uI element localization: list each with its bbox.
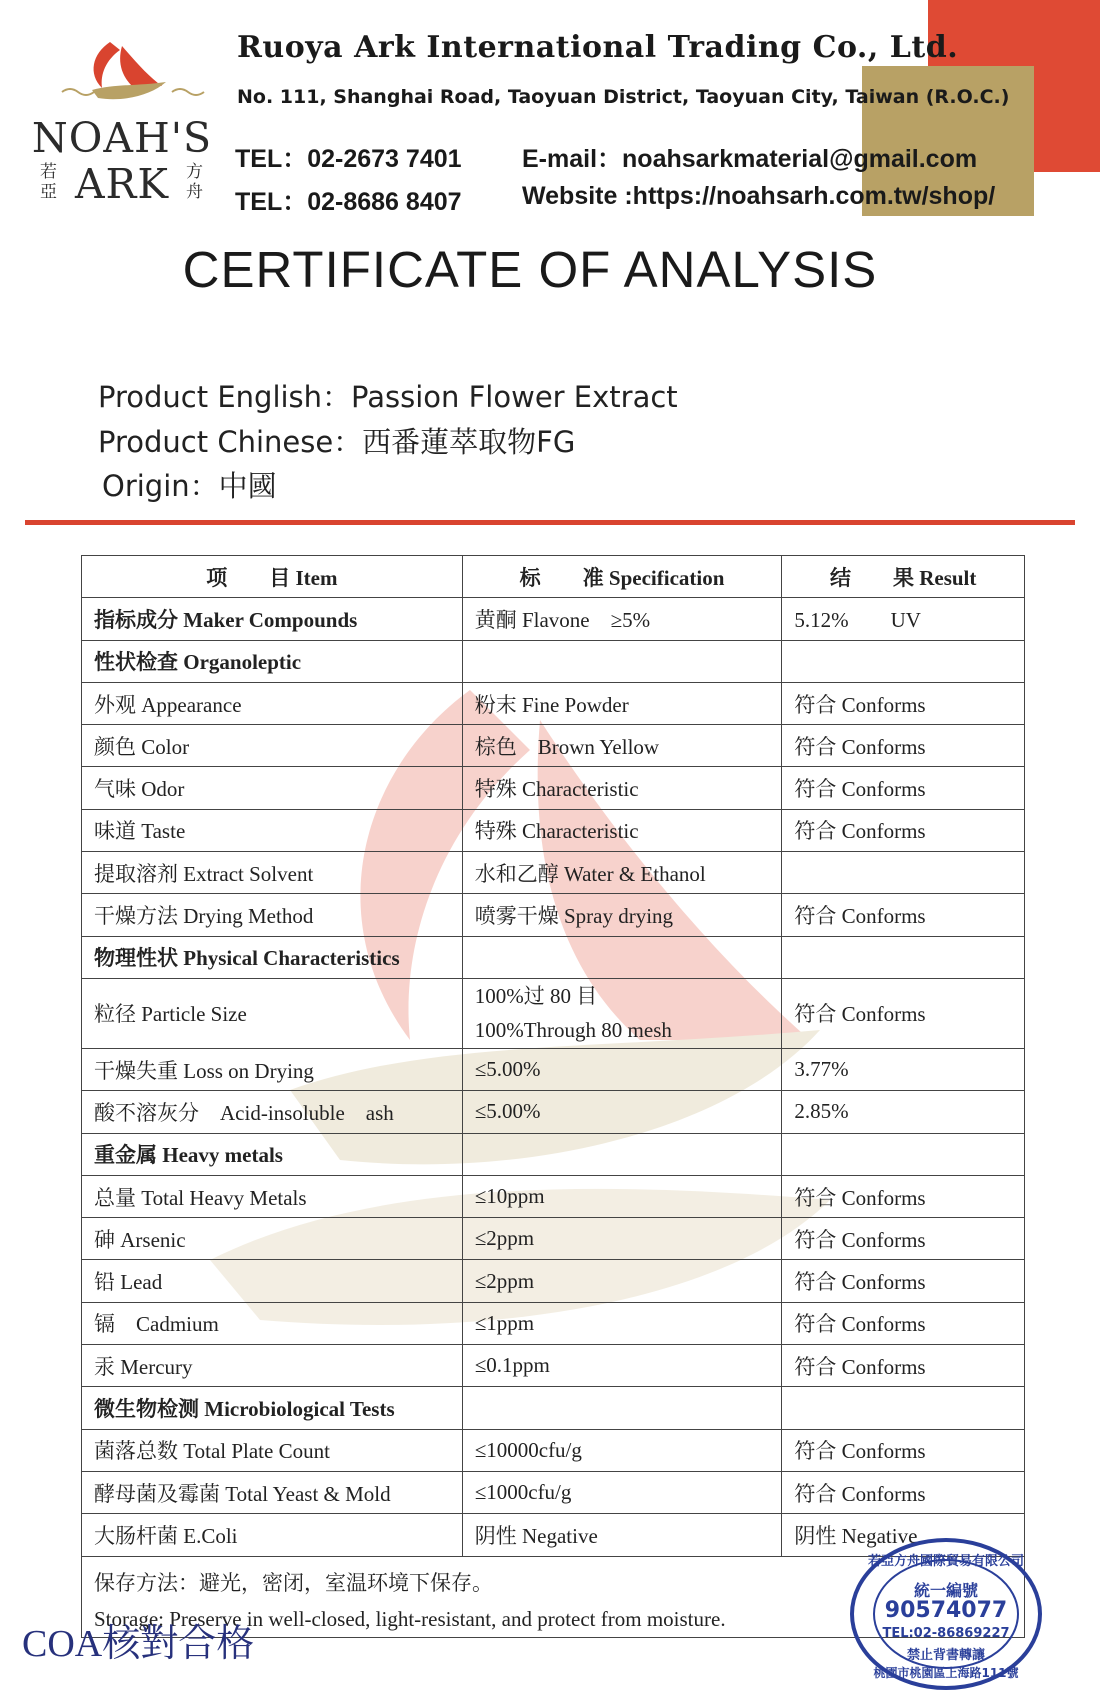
row-result: 符合 Conforms bbox=[782, 978, 1025, 1048]
seal-tel: TEL:02-86869227 bbox=[882, 1626, 1010, 1641]
row-spec: ≤1ppm bbox=[462, 1302, 782, 1344]
row-spec: ≤5.00% bbox=[462, 1091, 782, 1133]
row-result: 符合 Conforms bbox=[782, 1471, 1025, 1513]
row-result: 符合 Conforms bbox=[782, 1175, 1025, 1217]
table-row bbox=[82, 1175, 1025, 1217]
product-english: Product English：Passion Flower Extract bbox=[98, 380, 678, 414]
table-row bbox=[82, 1260, 1025, 1302]
seal-number: 90574077 bbox=[884, 1598, 1008, 1623]
row-spec: 喷雾干燥 Spray drying bbox=[462, 894, 782, 936]
table-section-row bbox=[82, 1133, 1025, 1175]
row-spec: 黄酮 Flavone ≥5% bbox=[462, 598, 782, 640]
row-result: 符合 Conforms bbox=[782, 894, 1025, 936]
table-row bbox=[82, 767, 1025, 809]
logo-brand: NOAH'S bbox=[31, 114, 213, 162]
row-spec: ≤10000cfu/g bbox=[462, 1429, 782, 1471]
table-section-row bbox=[82, 936, 1025, 978]
ship-sail-icon bbox=[22, 30, 222, 110]
row-item: 铅 Lead bbox=[82, 1260, 463, 1302]
row-item: 外观 Appearance bbox=[82, 682, 463, 724]
row-item: 砷 Arsenic bbox=[82, 1218, 463, 1260]
row-item: 性状检查 Organoleptic bbox=[82, 640, 463, 682]
row-item: 气味 Odor bbox=[82, 767, 463, 809]
row-item: 干燥方法 Drying Method bbox=[82, 894, 463, 936]
table-row bbox=[82, 1048, 1025, 1090]
website-link[interactable]: Website :https://noahsarh.com.tw/shop/ bbox=[522, 182, 996, 210]
table-row bbox=[82, 682, 1025, 724]
table-row bbox=[82, 978, 1025, 1048]
table-row bbox=[82, 1471, 1025, 1513]
row-spec: 特殊 Characteristic bbox=[462, 809, 782, 851]
row-spec-line-2: 100%Through 80 mesh bbox=[474, 1018, 672, 1043]
row-spec: ≤2ppm bbox=[462, 1218, 782, 1260]
row-result: 符合 Conforms bbox=[782, 682, 1025, 724]
row-result bbox=[782, 1387, 1025, 1429]
table-row bbox=[82, 598, 1025, 640]
row-item: 提取溶剂 Extract Solvent bbox=[82, 852, 463, 894]
row-spec: ≤2ppm bbox=[462, 1260, 782, 1302]
row-item: 粒径 Particle Size bbox=[82, 978, 463, 1048]
company-name: Ruoya Ark International Trading Co., Ltd. bbox=[237, 30, 959, 65]
row-spec: ≤10ppm bbox=[462, 1175, 782, 1217]
row-spec: 阴性 Negative bbox=[462, 1514, 782, 1556]
tel-1: TEL：02-2673 7401 bbox=[235, 145, 462, 173]
row-item: 物理性状 Physical Characteristics bbox=[82, 936, 463, 978]
storage-note-en: Storage: Preserve in well-closed, light-resistant, and protect from moisture. bbox=[94, 1606, 726, 1631]
row-item: 酵母菌及霉菌 Total Yeast & Mold bbox=[82, 1471, 463, 1513]
table-section-row bbox=[82, 1387, 1025, 1429]
row-result bbox=[782, 1133, 1025, 1175]
header-item: 项 目 Item bbox=[82, 556, 463, 598]
table-row bbox=[82, 1429, 1025, 1471]
header-specification: 标 准 Specification bbox=[462, 556, 782, 598]
table-section-row bbox=[82, 640, 1025, 682]
row-spec: ≤5.00% bbox=[462, 1048, 782, 1090]
row-result: 符合 Conforms bbox=[782, 1429, 1025, 1471]
tel-2: TEL：02-8686 8407 bbox=[235, 188, 462, 216]
row-item: 微生物检测 Microbiological Tests bbox=[82, 1387, 463, 1429]
coa-table bbox=[81, 555, 1025, 1638]
row-item: 重金属 Heavy metals bbox=[82, 1133, 463, 1175]
row-result: 符合 Conforms bbox=[782, 725, 1025, 767]
table-row bbox=[82, 852, 1025, 894]
row-result: 符合 Conforms bbox=[782, 1345, 1025, 1387]
row-item: 酸不溶灰分 Acid-insoluble ash bbox=[82, 1091, 463, 1133]
row-spec bbox=[462, 978, 782, 1048]
product-chinese: Product Chinese：西番蓮萃取物FG bbox=[98, 425, 576, 459]
storage-note-cn: 保存方法：避光，密闭，室温环境下保存。 bbox=[94, 1570, 493, 1595]
row-result: 符合 Conforms bbox=[782, 1218, 1025, 1260]
row-result: 2.85% bbox=[782, 1091, 1025, 1133]
row-result: 阴性 Negative bbox=[782, 1514, 1025, 1556]
row-spec bbox=[462, 640, 782, 682]
table-header-row bbox=[82, 556, 1025, 598]
row-spec bbox=[462, 936, 782, 978]
row-item: 镉 Cadmium bbox=[82, 1302, 463, 1344]
row-item: 干燥失重 Loss on Drying bbox=[82, 1048, 463, 1090]
table-row bbox=[82, 1345, 1025, 1387]
seal-ring-text: 若亞方舟國際貿易有限公司 bbox=[868, 1554, 1025, 1569]
row-result: 符合 Conforms bbox=[782, 767, 1025, 809]
seal-label: 統一編號 bbox=[913, 1581, 978, 1600]
table-row bbox=[82, 1302, 1025, 1344]
row-result: 5.12% UV bbox=[782, 598, 1025, 640]
row-result: 符合 Conforms bbox=[782, 1302, 1025, 1344]
row-result bbox=[782, 936, 1025, 978]
row-item: 颜色 Color bbox=[82, 725, 463, 767]
row-result bbox=[782, 852, 1025, 894]
header-result: 结 果 Result bbox=[782, 556, 1025, 598]
row-item: 菌落总数 Total Plate Count bbox=[82, 1429, 463, 1471]
logo-sub: ARK bbox=[74, 160, 170, 208]
row-spec: 水和乙醇 Water & Ethanol bbox=[462, 852, 782, 894]
row-result: 3.77% bbox=[782, 1048, 1025, 1090]
company-logo bbox=[22, 30, 222, 220]
table-row bbox=[82, 1218, 1025, 1260]
logo-cn-left: 若亞 bbox=[40, 162, 57, 202]
seal-address: 桃園市桃園區上海路111號 bbox=[873, 1666, 1019, 1680]
company-address: No. 111, Shanghai Road, Taoyuan District, Taoyuan City, Taiwan (R.O.C.) bbox=[237, 86, 1010, 108]
seal-note: 禁止背書轉讓 bbox=[906, 1648, 985, 1663]
table-row bbox=[82, 1091, 1025, 1133]
row-spec: ≤0.1ppm bbox=[462, 1345, 782, 1387]
coa-approval-stamp: COA核對合格 bbox=[22, 1623, 255, 1665]
table-row bbox=[82, 894, 1025, 936]
row-item: 汞 Mercury bbox=[82, 1345, 463, 1387]
header-divider bbox=[25, 520, 1075, 525]
row-spec: 特殊 Characteristic bbox=[462, 767, 782, 809]
table-row bbox=[82, 809, 1025, 851]
document-title: CERTIFICATE OF ANALYSIS bbox=[182, 241, 878, 298]
row-item: 指标成分 Maker Compounds bbox=[82, 598, 463, 640]
row-spec: 棕色 Brown Yellow bbox=[462, 725, 782, 767]
row-result bbox=[782, 640, 1025, 682]
row-item: 大肠杆菌 E.Coli bbox=[82, 1514, 463, 1556]
row-result: 符合 Conforms bbox=[782, 1260, 1025, 1302]
logo-cn-right: 方舟 bbox=[186, 162, 203, 202]
row-spec: ≤1000cfu/g bbox=[462, 1471, 782, 1513]
row-spec-line-1: 100%过 80 目 bbox=[474, 984, 598, 1009]
product-origin: Origin：中國 bbox=[102, 469, 277, 503]
email[interactable]: E-mail：noahsarkmaterial@gmail.com bbox=[522, 145, 978, 173]
row-spec bbox=[462, 1387, 782, 1429]
row-item: 总量 Total Heavy Metals bbox=[82, 1175, 463, 1217]
row-result: 符合 Conforms bbox=[782, 809, 1025, 851]
row-spec bbox=[462, 1133, 782, 1175]
table-row bbox=[82, 725, 1025, 767]
row-item: 味道 Taste bbox=[82, 809, 463, 851]
row-spec: 粉末 Fine Powder bbox=[462, 682, 782, 724]
